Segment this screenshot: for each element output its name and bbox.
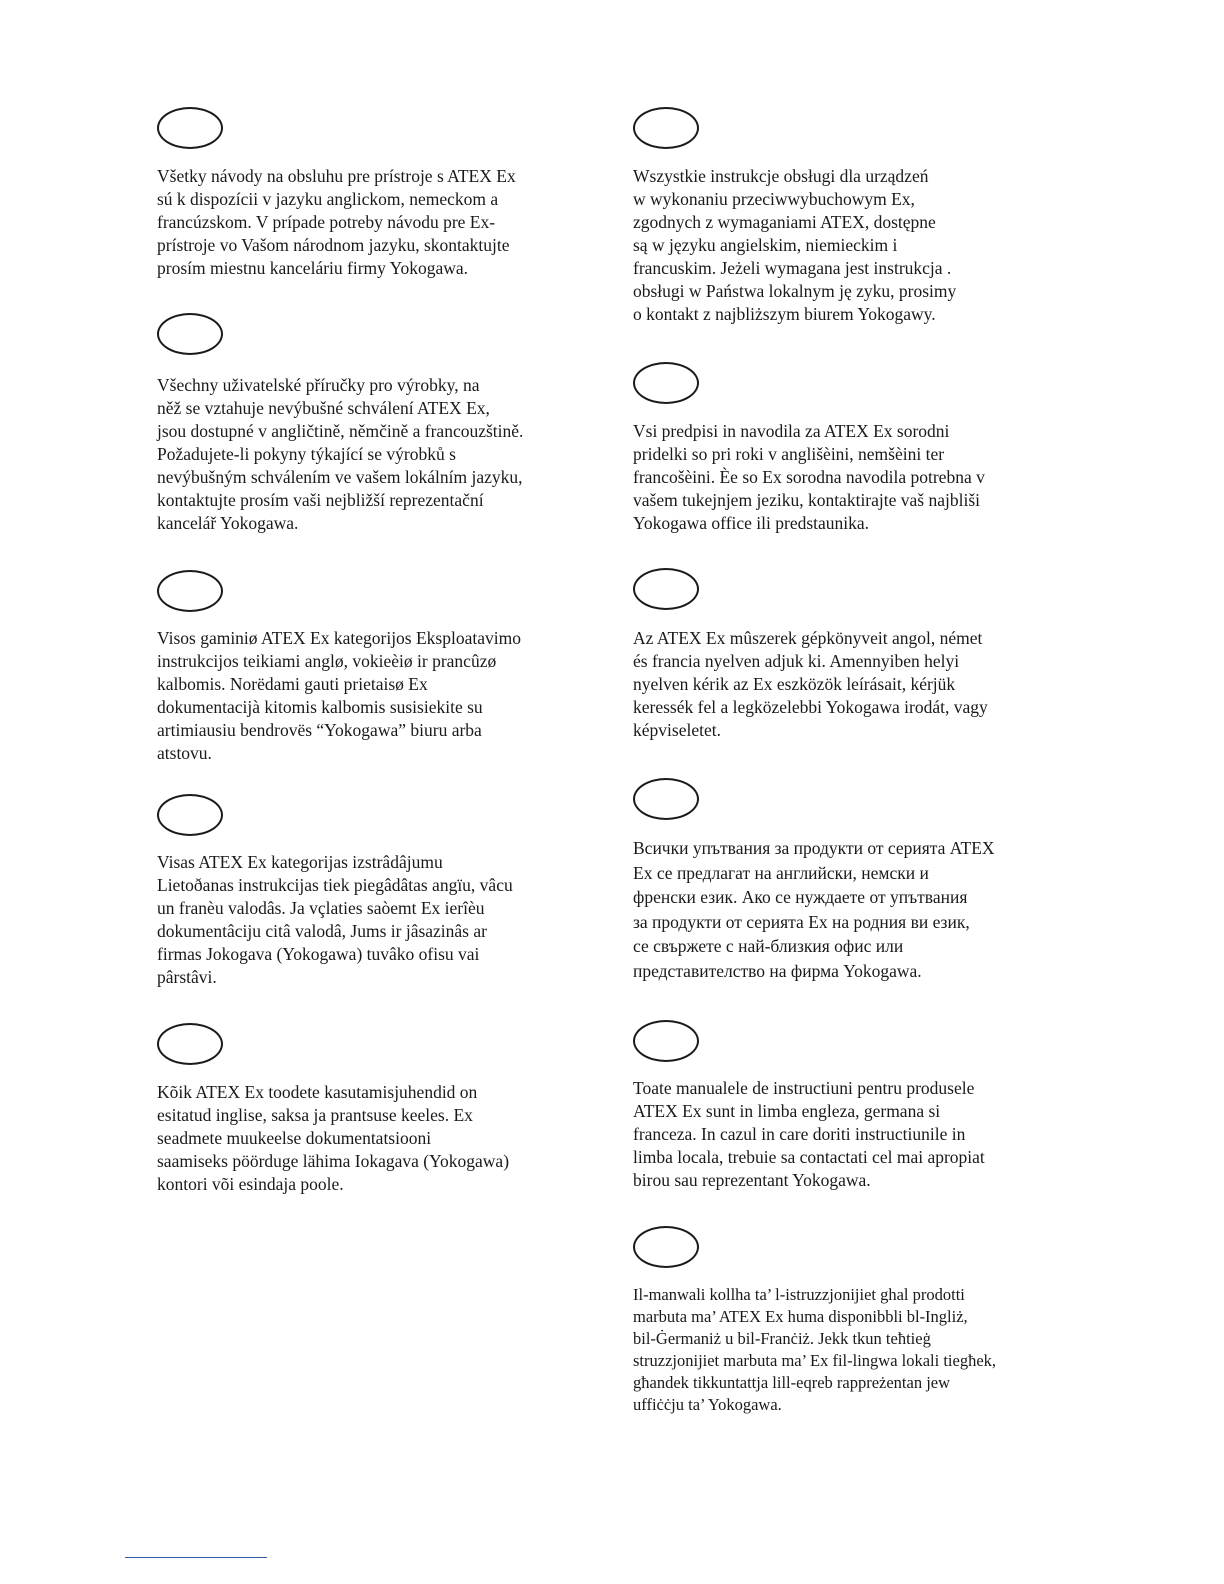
footer-rule xyxy=(125,1557,267,1558)
notice-text: Vsi predpisi in navodila za ATEX Ex sorodni pridelki so pri roki v anglišèini, nemšèini ter francošèini. Èe so Ex sorodna navodila potrebna v vašem tukejnjem jeziku, kontaktirajte vaš najbliši Yokogawa office ili predstaunika. xyxy=(633,421,985,533)
language-oval-icon xyxy=(157,1023,223,1065)
language-oval-icon xyxy=(157,313,223,355)
language-oval-icon xyxy=(633,1020,699,1062)
language-oval-icon xyxy=(633,107,699,149)
notice-text: Toate manualele de instructiuni pentru produsele ATEX Ex sunt in limba engleza, germana si franceza. In cazul in care doriti instructiunile in limba locala, trebuie sa contactati cel mai apropiat birou sau reprezentant Yokogawa. xyxy=(633,1078,985,1190)
language-oval-icon xyxy=(633,1226,699,1268)
language-oval-icon xyxy=(633,362,699,404)
language-oval-icon xyxy=(633,778,699,820)
language-oval-icon xyxy=(157,794,223,836)
notice-text: Az ATEX Ex mûszerek gépkönyveit angol, német és francia nyelven adjuk ki. Amennyiben helyi nyelven kérik az Ex eszközök leírásait, kérjük keressék fel a legközelebbi Yokogawa irodát, vagy képviseletet. xyxy=(633,628,988,740)
notice-text: Všetky návody na obsluhu pre prístroje s ATEX Ex sú k dispozícii v jazyku anglickom, nemeckom a francúzskom. V prípade potreby návodu pre Ex- prístroje vo Vašom národnom jazyku, skontaktujte prosím miestnu kanceláriu firmy Yokogawa. xyxy=(157,166,516,278)
notice-text: Wszystkie instrukcje obsługi dla urządzeń w wykonaniu przeciwwybuchowym Ex, zgodnych z wymaganiami ATEX, dostępne są w języku angielskim, niemieckim i francuskim. Jeżeli wymagana jest instrukcja . obsługi w Państwa lokalnym ję zyku, prosimy o kontakt z najbliższym biurem Yokogawy. xyxy=(633,166,957,324)
language-oval-icon xyxy=(633,568,699,610)
notice-text: Všechny uživatelské příručky pro výrobky, na něž se vztahuje nevýbušné schválení ATEX Ex, jsou dostupné v angličtině, němčině a francouzštině. Požadujete-li pokyny týkající se výrobků s nevýbušným schválením ve vašem lokálním jazyku, kontaktujte prosím vaši nejbližší reprezentační kancelář Yokogawa. xyxy=(157,375,524,533)
notice-text: Visos gaminiø ATEX Ex kategorijos Eksploatavimo instrukcijos teikiami anglø, vokieèiø ir prancûzø kalbomis. Norëdami gauti prietaisø Ex dokumentacijà kitomis kalbomis susisiekite su artimiausiu bendrovës “Yokogawa” biuru arba atstovu. xyxy=(157,628,521,763)
notice-text: Kõik ATEX Ex toodete kasutamisjuhendid on esitatud inglise, saksa ja prantsuse keeles. Ex seadmete muukeelse dokumentatsiooni saamiseks pöörduge lähima Iokagava (Yokogawa) kontori või esindaja poole. xyxy=(157,1082,510,1194)
notice-text: Visas ATEX Ex kategorijas izstrâdâjumu Lietoðanas instrukcijas tiek piegâdâtas angïu, vâcu un franèu valodâs. Ja vçlaties saòemt Ex ierîèu dokumentâciju citâ valodâ, Jums ir jâsazinâs ar firmas Jokogava (Yokogawa) tuvâko ofisu vai pârstâvi. xyxy=(157,852,513,987)
notice-text: Всички упътвания за продукти от серията ATEX Ex се предлагат на английски, немски и френски език. Ако се нуждаете от упътвания за продукти от серията Ex на родния ви език, се свържете с най-близкия офис или представителство на фирма Yokogawa. xyxy=(633,838,995,981)
language-oval-icon xyxy=(157,107,223,149)
notice-text: Il-manwali kollha ta’ l-istruzzjonijiet ghal prodotti marbuta ma’ ATEX Ex huma disponibbli bl-Ingliż, bil-Ġermaniż u bil-Franċiż. Jekk tkun teħtieġ struzzjonijiet marbuta ma’ Ex fil-lingwa lokali tiegħek, għandek tikkuntattja lill-eqreb rappreżentan jew uffiċċju ta’ Yokogawa. xyxy=(633,1285,997,1414)
language-oval-icon xyxy=(157,570,223,612)
